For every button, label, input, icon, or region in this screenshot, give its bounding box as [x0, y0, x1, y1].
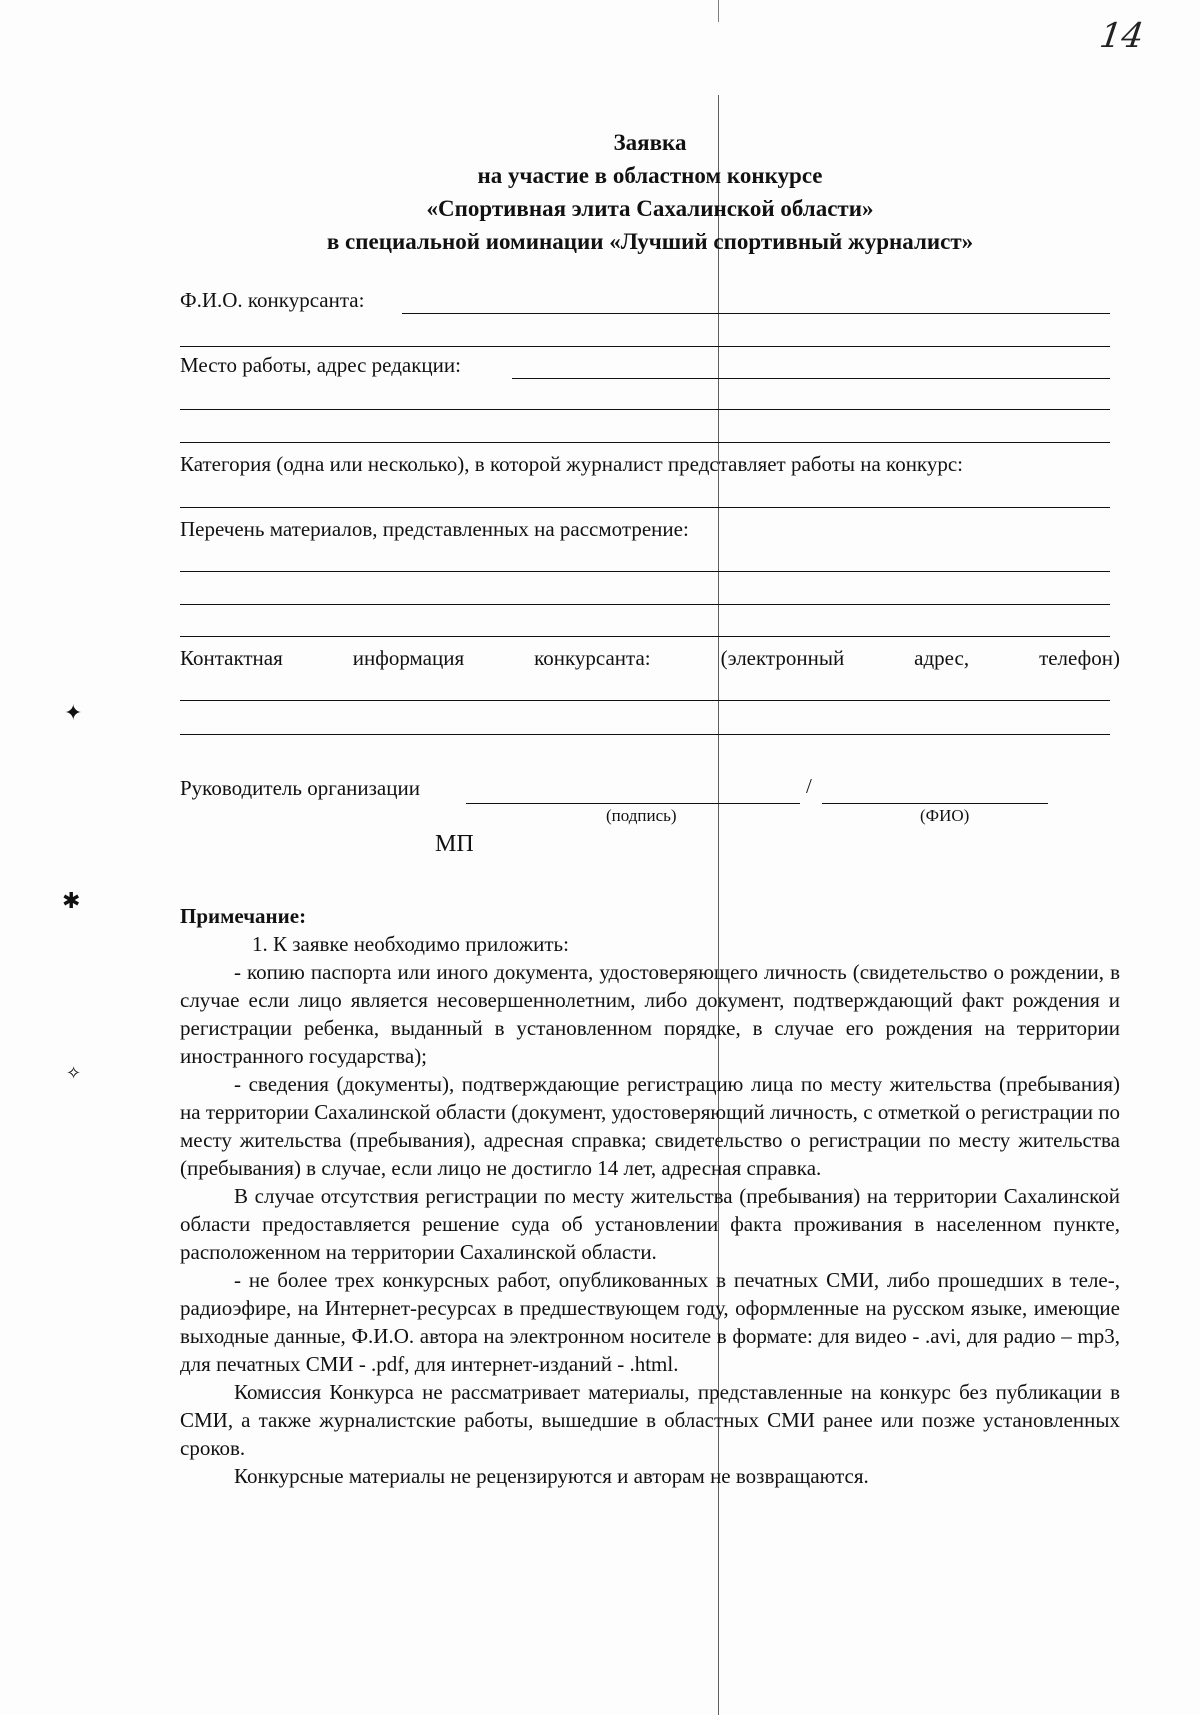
workplace-label: Место работы, адрес редакции:	[180, 353, 461, 377]
notes-paragraph: В случае отсутствия регистрации по месту жительства (пребывания) на территории Сахалинской области предоставляется решение суда об установлении факта проживания в населенном пункте, расположенном на территории Сахалинской области.	[180, 1184, 1120, 1264]
contact-word: информация	[352, 646, 465, 670]
title-line: на участие в областном конкурсе	[477, 163, 823, 188]
workplace-field-line[interactable]	[512, 378, 1110, 379]
stamp-placeholder: МП	[435, 831, 474, 857]
contact-word: адрес,	[914, 646, 970, 670]
document-title	[120, 126, 1180, 258]
contact-field-line-2[interactable]	[180, 734, 1110, 735]
materials-field-line-2[interactable]	[180, 604, 1110, 605]
notes-paragraph: - не более трех конкурсных работ, опубликованных в печатных СМИ, либо прошедших в теле-, радиоэфире, на Интернет-ресурсах в предшествующем году, оформленные на русском языке, имеющие выходные данные, Ф.И.О. автора на электронном носителе в формате: для видео - .avi, для радио – mp3, для печатных СМИ - .pdf, для интернет-изданий - .html.	[180, 1268, 1120, 1376]
scan-speck: ✧	[66, 1063, 82, 1083]
materials-label: Перечень материалов, представленных на рассмотрение:	[180, 517, 689, 541]
contact-field-line[interactable]	[180, 700, 1110, 701]
notes-title: Примечание:	[180, 904, 307, 928]
signature-caption: (подпись)	[606, 806, 677, 825]
contact-label	[180, 646, 1120, 670]
page-number: 14	[1097, 16, 1147, 56]
contact-word: конкурсанта:	[534, 646, 651, 670]
notes-paragraph: 1. К заявке необходимо приложить:	[252, 932, 569, 956]
workplace-field-line-2[interactable]	[180, 409, 1110, 410]
category-field-line[interactable]	[180, 507, 1110, 508]
materials-field-line[interactable]	[180, 571, 1110, 572]
scan-speck: ✦	[64, 700, 83, 725]
fio-label: Ф.И.О. конкурсанта:	[180, 288, 365, 312]
category-label	[180, 452, 1120, 476]
contact-word: Контактная	[180, 646, 283, 670]
notes-body	[180, 930, 1120, 1490]
contact-word: телефон)	[1039, 646, 1120, 670]
notes-paragraph: Конкурсные материалы не рецензируются и авторам не возвращаются.	[234, 1464, 869, 1488]
notes-paragraph: Комиссия Конкурса не рассматривает материалы, представленные на конкурс без публикации в СМИ, а также журналистские работы, вышедшие в областных СМИ ранее или позже установленных сроков.	[180, 1380, 1120, 1460]
fio-caption: (ФИО)	[920, 806, 970, 825]
notes-paragraph: - сведения (документы), подтверждающие регистрацию лица по месту жительства (пребывания) на территории Сахалинской области (документ, удостоверяющий личность, с отметкой о регистрации по месту жительства (пребывания), адресная справка; свидетельство о регистрации по месту жительства (пребывания) в случае, если лицо не достигло 14 лет, адресная справка.	[180, 1072, 1120, 1180]
title-line: Заявка	[613, 130, 687, 155]
scan-fold-line-top	[718, 0, 719, 22]
materials-field-line-3[interactable]	[180, 636, 1110, 637]
workplace-field-line-3[interactable]	[180, 442, 1110, 443]
fio-field-line-2[interactable]	[180, 346, 1110, 347]
scan-speck: ✱	[62, 888, 81, 913]
title-line: «Спортивная элита Сахалинской области»	[426, 196, 874, 221]
title-line: в специальной иоминации «Лучший спортивный журналист»	[326, 229, 974, 254]
notes-paragraph: - копию паспорта или иного документа, удостоверяющего личность (свидетельство о рождении, в случае если лицо является несовершеннолетним, либо документ, подтверждающий факт рождения и регистрации ребенка, выданный в установленном порядке, в случае его рождения на территории иностранного государства);	[180, 960, 1120, 1068]
contact-word: (электронный	[720, 646, 845, 670]
head-fio-line[interactable]	[822, 803, 1048, 804]
signature-line[interactable]	[466, 803, 800, 804]
head-label: Руководитель организации	[180, 776, 420, 800]
slash-separator: /	[806, 774, 812, 798]
category-label-text: Категория (одна или несколько), в которой журналист представляет работы на конкурс:	[180, 452, 963, 476]
fio-field-line[interactable]	[402, 313, 1110, 314]
